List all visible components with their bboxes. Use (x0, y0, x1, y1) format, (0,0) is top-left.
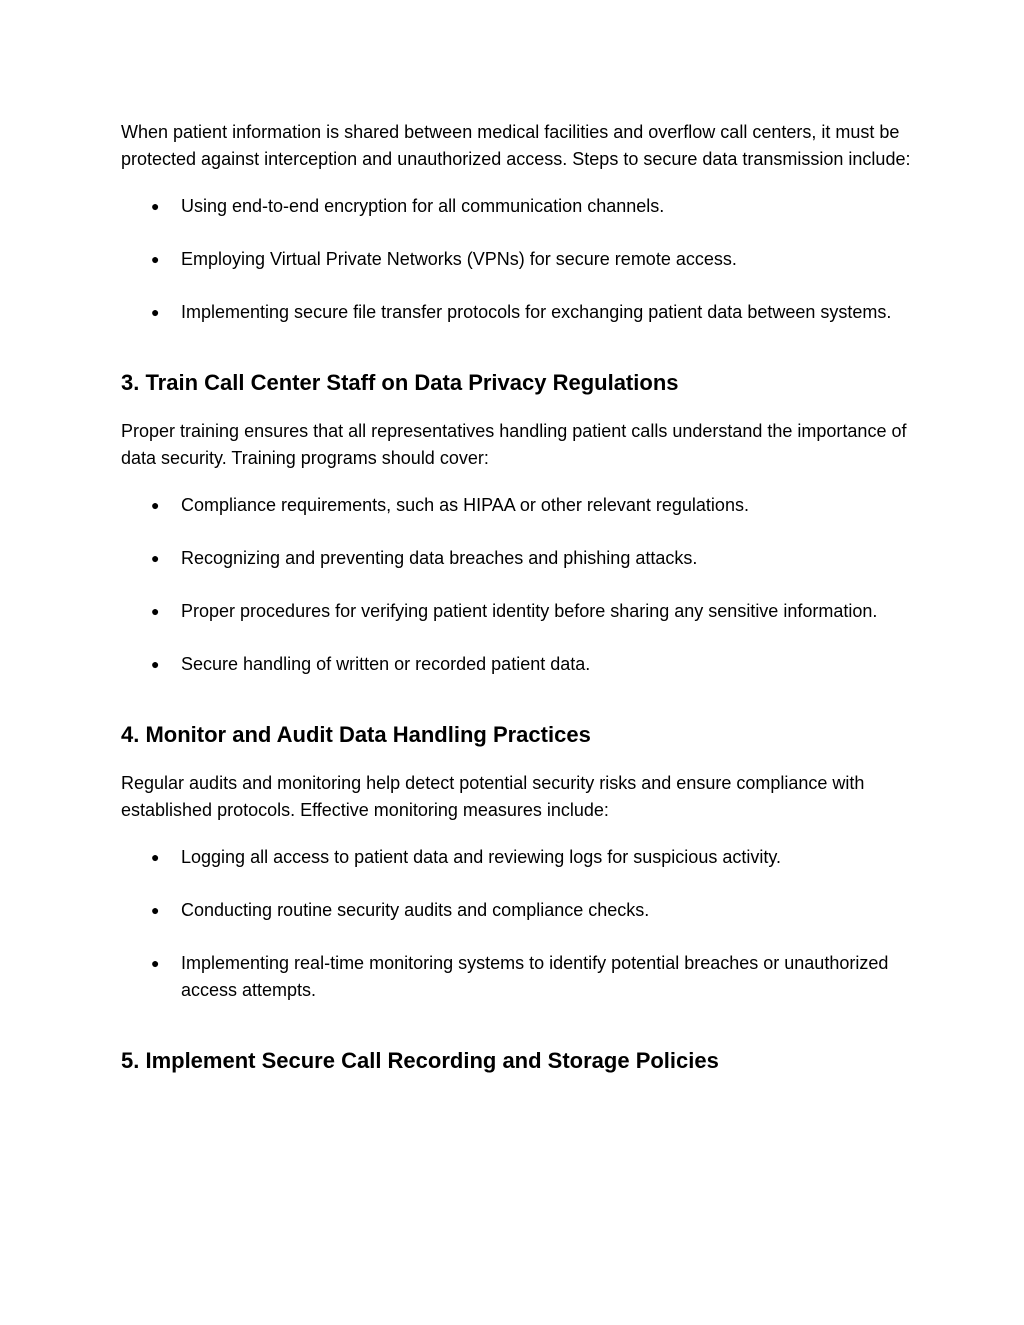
document-page (121, 119, 911, 1076)
bullet-icon: ● (151, 955, 160, 971)
section-heading: 3. Train Call Center Staff on Data Privacy Regulations (121, 370, 679, 395)
bullet-icon: ● (151, 198, 160, 214)
bullet-icon: ● (151, 849, 160, 865)
section3-bullet-list (121, 492, 911, 678)
bullet-text: Secure handling of written or recorded patient data. (181, 654, 591, 674)
list-item (121, 950, 911, 1004)
intro-bullet-list (121, 193, 911, 326)
section-paragraph: Proper training ensures that all representatives handling patient calls understand the importance of data security. Training programs should cover: (121, 421, 907, 468)
bullet-text: Compliance requirements, such as HIPAA or other relevant regulations. (181, 495, 749, 515)
list-item (121, 844, 911, 871)
bullet-text: Logging all access to patient data and reviewing logs for suspicious activity. (181, 847, 782, 867)
list-item (121, 651, 911, 678)
bullet-text: Implementing secure file transfer protocols for exchanging patient data between systems. (181, 302, 892, 322)
bullet-icon: ● (151, 497, 160, 513)
bullet-text: Conducting routine security audits and compliance checks. (181, 900, 650, 920)
bullet-icon: ● (151, 251, 160, 267)
bullet-icon: ● (151, 550, 160, 566)
list-item (121, 246, 911, 273)
bullet-icon: ● (151, 656, 160, 672)
bullet-text: Proper procedures for verifying patient identity before sharing any sensitive information. (181, 601, 878, 621)
section4-bullet-list (121, 844, 911, 1004)
list-item (121, 193, 911, 220)
list-item (121, 492, 911, 519)
bullet-text: Implementing real-time monitoring systems to identify potential breaches or unauthorized access attempts. (181, 953, 889, 1000)
section-paragraph: Regular audits and monitoring help detect potential security risks and ensure compliance with established protocols. Effective monitoring measures include: (121, 773, 865, 820)
bullet-icon: ● (151, 902, 160, 918)
list-item (121, 299, 911, 326)
list-item (121, 598, 911, 625)
bullet-icon: ● (151, 304, 160, 320)
intro-paragraph: When patient information is shared between medical facilities and overflow call centers, it must be protected against interception and unauthorized access. Steps to secure data transmission include: (121, 122, 911, 169)
bullet-text: Employing Virtual Private Networks (VPNs) for secure remote access. (181, 249, 737, 269)
bullet-text: Using end-to-end encryption for all communication channels. (181, 196, 665, 216)
section-heading: 4. Monitor and Audit Data Handling Practices (121, 722, 591, 747)
bullet-icon: ● (151, 603, 160, 619)
bullet-text: Recognizing and preventing data breaches and phishing attacks. (181, 548, 698, 568)
list-item (121, 897, 911, 924)
section-heading: 5. Implement Secure Call Recording and Storage Policies (121, 1048, 719, 1073)
list-item (121, 545, 911, 572)
